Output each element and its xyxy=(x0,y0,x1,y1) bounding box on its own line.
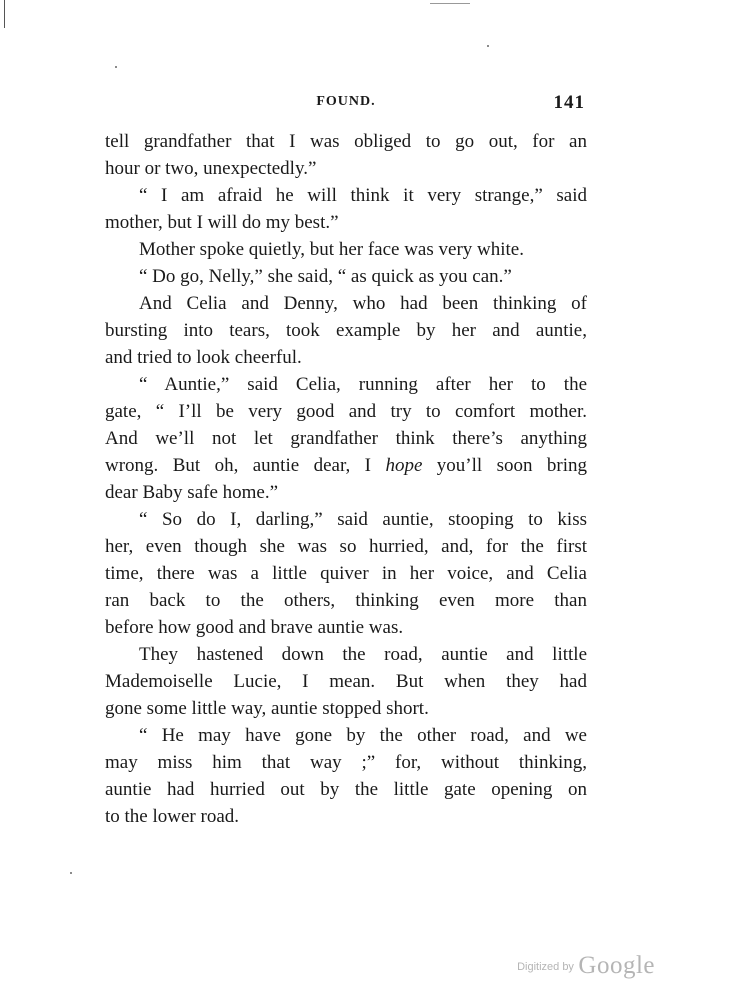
text-line: bursting into tears, took example by her and auntie, xyxy=(105,320,587,341)
text-line xyxy=(105,452,587,479)
text-line: time, there was a little quiver in her voice, and Celia xyxy=(105,563,587,584)
running-title: FOUND. xyxy=(316,94,376,109)
text-segment: wrong. But oh, auntie dear, I xyxy=(105,455,386,476)
text-line: gate, “ I’ll be very good and try to comfort mother. xyxy=(105,401,587,422)
text-line: to the lower road. xyxy=(105,806,240,827)
emphasized-word: hope xyxy=(385,455,423,476)
text-line: mother, but I will do my best.” xyxy=(105,212,339,233)
scan-mark xyxy=(430,3,470,4)
text-line: They hastened down the road, auntie and little xyxy=(139,644,587,665)
text-line: auntie had hurried out by the little gate opening on xyxy=(105,779,587,800)
scan-speck xyxy=(70,872,72,874)
scan-speck xyxy=(115,66,117,68)
scan-speck xyxy=(487,45,489,47)
digitized-prefix: Digitized by xyxy=(517,961,574,973)
text-line: And we’ll not let grandfather think there’s anything xyxy=(105,428,587,449)
text-line: hour or two, unexpectedly.” xyxy=(105,158,317,179)
text-line: “ He may have gone by the other road, and we xyxy=(139,725,587,746)
text-line: tell grandfather that I was obliged to go out, for an xyxy=(105,131,587,152)
page-edge-line xyxy=(4,0,5,28)
text-line: may miss him that way ;” for, without thinking, xyxy=(105,752,587,773)
text-line: ran back to the others, thinking even more than xyxy=(105,590,587,611)
text-line: “ Do go, Nelly,” she said, “ as quick as you can.” xyxy=(139,266,512,287)
text-segment: you’ll soon bring xyxy=(422,455,588,476)
text-line: And Celia and Denny, who had been thinking of xyxy=(139,293,587,314)
digitizer-logo: Google xyxy=(578,952,655,979)
body-text xyxy=(105,128,587,830)
text-line: gone some little way, auntie stopped short. xyxy=(105,698,429,719)
text-line: “ I am afraid he will think it very strange,” said xyxy=(139,185,587,206)
text-line: Mademoiselle Lucie, I mean. But when they had xyxy=(105,671,587,692)
text-line: Mother spoke quietly, but her face was very white. xyxy=(139,239,524,260)
text-line: “ So do I, darling,” said auntie, stooping to kiss xyxy=(139,509,587,530)
text-line: her, even though she was so hurried, and, for the first xyxy=(105,536,587,557)
text-line: before how good and brave auntie was. xyxy=(105,617,404,638)
page-number: 141 xyxy=(553,92,585,113)
text-line: “ Auntie,” said Celia, running after her to the xyxy=(139,374,587,395)
text-line: and tried to look cheerful. xyxy=(105,347,302,368)
digitized-watermark xyxy=(517,952,655,980)
running-head xyxy=(105,92,587,116)
text-line: dear Baby safe home.” xyxy=(105,482,279,503)
